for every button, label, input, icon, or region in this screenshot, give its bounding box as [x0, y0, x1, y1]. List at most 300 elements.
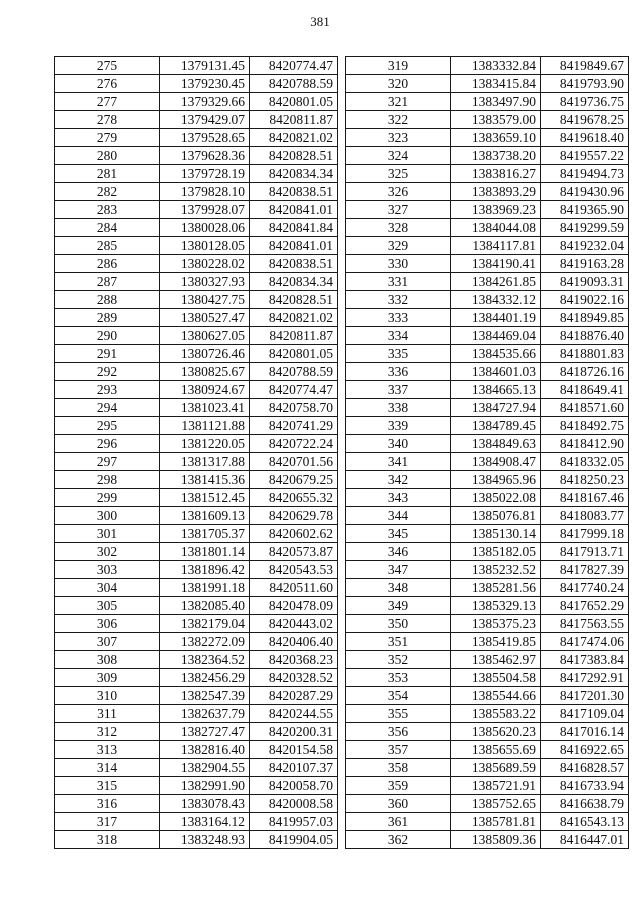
- point-number-cell: 291: [55, 345, 160, 363]
- x-coordinate-cell: 1384332.12: [451, 291, 541, 309]
- table-row: [55, 183, 338, 201]
- point-number-cell: 312: [55, 723, 160, 741]
- point-number-cell: 343: [346, 489, 451, 507]
- table-row: [55, 507, 338, 525]
- table-row: [346, 417, 629, 435]
- table-row: [346, 669, 629, 687]
- x-coordinate-cell: 1383659.10: [451, 129, 541, 147]
- y-coordinate-cell: 8420811.87: [250, 327, 338, 345]
- y-coordinate-cell: 8419494.73: [541, 165, 629, 183]
- x-coordinate-cell: 1383332.84: [451, 57, 541, 75]
- x-coordinate-cell: 1384469.04: [451, 327, 541, 345]
- y-coordinate-cell: 8420511.60: [250, 579, 338, 597]
- x-coordinate-cell: 1385655.69: [451, 741, 541, 759]
- point-number-cell: 327: [346, 201, 451, 219]
- x-coordinate-cell: 1383969.23: [451, 201, 541, 219]
- table-row: [346, 183, 629, 201]
- x-coordinate-cell: 1380327.93: [160, 273, 250, 291]
- x-coordinate-cell: 1379131.45: [160, 57, 250, 75]
- y-coordinate-cell: 8420655.32: [250, 489, 338, 507]
- table-row: [55, 777, 338, 795]
- y-coordinate-cell: 8416543.13: [541, 813, 629, 831]
- point-number-cell: 289: [55, 309, 160, 327]
- x-coordinate-cell: 1382904.55: [160, 759, 250, 777]
- point-number-cell: 335: [346, 345, 451, 363]
- table-row: [346, 399, 629, 417]
- table-row: [346, 471, 629, 489]
- y-coordinate-cell: 8419299.59: [541, 219, 629, 237]
- coordinates-table-right: [345, 56, 629, 849]
- table-row: [346, 381, 629, 399]
- table-row: [55, 669, 338, 687]
- y-coordinate-cell: 8418949.85: [541, 309, 629, 327]
- y-coordinate-cell: 8420478.09: [250, 597, 338, 615]
- y-coordinate-cell: 8418801.83: [541, 345, 629, 363]
- table-row: [55, 579, 338, 597]
- y-coordinate-cell: 8419163.28: [541, 255, 629, 273]
- table-row: [55, 453, 338, 471]
- x-coordinate-cell: 1380527.47: [160, 309, 250, 327]
- point-number-cell: 353: [346, 669, 451, 687]
- y-coordinate-cell: 8420834.34: [250, 165, 338, 183]
- point-number-cell: 313: [55, 741, 160, 759]
- x-coordinate-cell: 1385583.22: [451, 705, 541, 723]
- x-coordinate-cell: 1380825.67: [160, 363, 250, 381]
- table-row: [346, 543, 629, 561]
- table-row: [346, 561, 629, 579]
- y-coordinate-cell: 8420058.70: [250, 777, 338, 795]
- table-row: [55, 651, 338, 669]
- point-number-cell: 299: [55, 489, 160, 507]
- point-number-cell: 288: [55, 291, 160, 309]
- x-coordinate-cell: 1379230.45: [160, 75, 250, 93]
- table-row: [55, 489, 338, 507]
- point-number-cell: 281: [55, 165, 160, 183]
- y-coordinate-cell: 8418250.23: [541, 471, 629, 489]
- table-row: [55, 399, 338, 417]
- y-coordinate-cell: 8420788.59: [250, 363, 338, 381]
- x-coordinate-cell: 1385721.91: [451, 777, 541, 795]
- y-coordinate-cell: 8417652.29: [541, 597, 629, 615]
- x-coordinate-cell: 1383078.43: [160, 795, 250, 813]
- table-row: [55, 525, 338, 543]
- table-row: [55, 597, 338, 615]
- point-number-cell: 283: [55, 201, 160, 219]
- x-coordinate-cell: 1384789.45: [451, 417, 541, 435]
- table-row: [55, 417, 338, 435]
- y-coordinate-cell: 8419093.31: [541, 273, 629, 291]
- y-coordinate-cell: 8420801.05: [250, 93, 338, 111]
- table-row: [55, 381, 338, 399]
- point-number-cell: 358: [346, 759, 451, 777]
- table-row: [55, 813, 338, 831]
- y-coordinate-cell: 8420834.34: [250, 273, 338, 291]
- y-coordinate-cell: 8420406.40: [250, 633, 338, 651]
- x-coordinate-cell: 1382727.47: [160, 723, 250, 741]
- table-row: [55, 363, 338, 381]
- y-coordinate-cell: 8418726.16: [541, 363, 629, 381]
- table-row: [346, 579, 629, 597]
- point-number-cell: 328: [346, 219, 451, 237]
- x-coordinate-cell: 1382272.09: [160, 633, 250, 651]
- point-number-cell: 275: [55, 57, 160, 75]
- table-row: [55, 435, 338, 453]
- point-number-cell: 292: [55, 363, 160, 381]
- table-row: [346, 741, 629, 759]
- x-coordinate-cell: 1381609.13: [160, 507, 250, 525]
- point-number-cell: 325: [346, 165, 451, 183]
- x-coordinate-cell: 1385504.58: [451, 669, 541, 687]
- point-number-cell: 295: [55, 417, 160, 435]
- x-coordinate-cell: 1385232.52: [451, 561, 541, 579]
- table-row: [346, 723, 629, 741]
- x-coordinate-cell: 1385544.66: [451, 687, 541, 705]
- y-coordinate-cell: 8420573.87: [250, 543, 338, 561]
- point-number-cell: 323: [346, 129, 451, 147]
- point-number-cell: 347: [346, 561, 451, 579]
- point-number-cell: 304: [55, 579, 160, 597]
- y-coordinate-cell: 8419793.90: [541, 75, 629, 93]
- table-row: [346, 507, 629, 525]
- x-coordinate-cell: 1379429.07: [160, 111, 250, 129]
- table-row: [346, 453, 629, 471]
- table-row: [55, 255, 338, 273]
- x-coordinate-cell: 1381023.41: [160, 399, 250, 417]
- table-row: [346, 489, 629, 507]
- y-coordinate-cell: 8418492.75: [541, 417, 629, 435]
- x-coordinate-cell: 1385281.56: [451, 579, 541, 597]
- point-number-cell: 284: [55, 219, 160, 237]
- x-coordinate-cell: 1383497.90: [451, 93, 541, 111]
- y-coordinate-cell: 8417474.06: [541, 633, 629, 651]
- x-coordinate-cell: 1382991.90: [160, 777, 250, 795]
- table-row: [55, 345, 338, 363]
- x-coordinate-cell: 1381801.14: [160, 543, 250, 561]
- x-coordinate-cell: 1385462.97: [451, 651, 541, 669]
- point-number-cell: 300: [55, 507, 160, 525]
- y-coordinate-cell: 8419232.04: [541, 237, 629, 255]
- x-coordinate-cell: 1384190.41: [451, 255, 541, 273]
- table-row: [55, 327, 338, 345]
- y-coordinate-cell: 8419557.22: [541, 147, 629, 165]
- y-coordinate-cell: 8420443.02: [250, 615, 338, 633]
- y-coordinate-cell: 8420328.52: [250, 669, 338, 687]
- y-coordinate-cell: 8417016.14: [541, 723, 629, 741]
- y-coordinate-cell: 8418167.46: [541, 489, 629, 507]
- y-coordinate-cell: 8420008.58: [250, 795, 338, 813]
- point-number-cell: 333: [346, 309, 451, 327]
- y-coordinate-cell: 8420287.29: [250, 687, 338, 705]
- x-coordinate-cell: 1383248.93: [160, 831, 250, 849]
- point-number-cell: 302: [55, 543, 160, 561]
- table-row: [346, 291, 629, 309]
- table-row: [346, 93, 629, 111]
- table-row: [55, 543, 338, 561]
- y-coordinate-cell: 8416733.94: [541, 777, 629, 795]
- table-row: [346, 651, 629, 669]
- x-coordinate-cell: 1381512.45: [160, 489, 250, 507]
- x-coordinate-cell: 1384117.81: [451, 237, 541, 255]
- y-coordinate-cell: 8419957.03: [250, 813, 338, 831]
- point-number-cell: 301: [55, 525, 160, 543]
- table-row: [55, 687, 338, 705]
- x-coordinate-cell: 1385689.59: [451, 759, 541, 777]
- point-number-cell: 345: [346, 525, 451, 543]
- x-coordinate-cell: 1382364.52: [160, 651, 250, 669]
- y-coordinate-cell: 8418332.05: [541, 453, 629, 471]
- x-coordinate-cell: 1380427.75: [160, 291, 250, 309]
- point-number-cell: 307: [55, 633, 160, 651]
- y-coordinate-cell: 8420758.70: [250, 399, 338, 417]
- x-coordinate-cell: 1382456.29: [160, 669, 250, 687]
- x-coordinate-cell: 1384908.47: [451, 453, 541, 471]
- point-number-cell: 340: [346, 435, 451, 453]
- x-coordinate-cell: 1384601.03: [451, 363, 541, 381]
- y-coordinate-cell: 8420629.78: [250, 507, 338, 525]
- table-row: [346, 363, 629, 381]
- y-coordinate-cell: 8420774.47: [250, 381, 338, 399]
- table-row: [55, 831, 338, 849]
- table-row: [55, 471, 338, 489]
- y-coordinate-cell: 8417913.71: [541, 543, 629, 561]
- table-row: [55, 615, 338, 633]
- y-coordinate-cell: 8416638.79: [541, 795, 629, 813]
- y-coordinate-cell: 8420788.59: [250, 75, 338, 93]
- x-coordinate-cell: 1384401.19: [451, 309, 541, 327]
- point-number-cell: 320: [346, 75, 451, 93]
- y-coordinate-cell: 8420828.51: [250, 291, 338, 309]
- point-number-cell: 348: [346, 579, 451, 597]
- point-number-cell: 351: [346, 633, 451, 651]
- point-number-cell: 324: [346, 147, 451, 165]
- table-row: [55, 201, 338, 219]
- point-number-cell: 336: [346, 363, 451, 381]
- y-coordinate-cell: 8419022.16: [541, 291, 629, 309]
- table-row: [55, 147, 338, 165]
- table-row: [55, 741, 338, 759]
- table-row: [55, 57, 338, 75]
- point-number-cell: 310: [55, 687, 160, 705]
- y-coordinate-cell: 8420368.23: [250, 651, 338, 669]
- table-row: [346, 831, 629, 849]
- table-row: [346, 525, 629, 543]
- point-number-cell: 285: [55, 237, 160, 255]
- table-row: [346, 615, 629, 633]
- x-coordinate-cell: 1382547.39: [160, 687, 250, 705]
- y-coordinate-cell: 8416828.57: [541, 759, 629, 777]
- table-row: [346, 633, 629, 651]
- point-number-cell: 276: [55, 75, 160, 93]
- point-number-cell: 355: [346, 705, 451, 723]
- x-coordinate-cell: 1384261.85: [451, 273, 541, 291]
- x-coordinate-cell: 1383164.12: [160, 813, 250, 831]
- point-number-cell: 330: [346, 255, 451, 273]
- y-coordinate-cell: 8420828.51: [250, 147, 338, 165]
- point-number-cell: 306: [55, 615, 160, 633]
- table-row: [346, 111, 629, 129]
- table-row: [346, 435, 629, 453]
- coordinates-table-left: [54, 56, 338, 849]
- x-coordinate-cell: 1379728.19: [160, 165, 250, 183]
- table-row: [346, 147, 629, 165]
- point-number-cell: 361: [346, 813, 451, 831]
- x-coordinate-cell: 1385022.08: [451, 489, 541, 507]
- table-row: [55, 75, 338, 93]
- y-coordinate-cell: 8420701.56: [250, 453, 338, 471]
- x-coordinate-cell: 1384665.13: [451, 381, 541, 399]
- table-row: [346, 309, 629, 327]
- y-coordinate-cell: 8420821.02: [250, 129, 338, 147]
- table-row: [55, 93, 338, 111]
- point-number-cell: 287: [55, 273, 160, 291]
- y-coordinate-cell: 8419365.90: [541, 201, 629, 219]
- x-coordinate-cell: 1383415.84: [451, 75, 541, 93]
- point-number-cell: 360: [346, 795, 451, 813]
- x-coordinate-cell: 1385620.23: [451, 723, 541, 741]
- y-coordinate-cell: 8419736.75: [541, 93, 629, 111]
- y-coordinate-cell: 8420838.51: [250, 183, 338, 201]
- point-number-cell: 317: [55, 813, 160, 831]
- table-row: [55, 273, 338, 291]
- table-row: [346, 219, 629, 237]
- x-coordinate-cell: 1385130.14: [451, 525, 541, 543]
- point-number-cell: 346: [346, 543, 451, 561]
- x-coordinate-cell: 1385182.05: [451, 543, 541, 561]
- table-row: [346, 255, 629, 273]
- y-coordinate-cell: 8420679.25: [250, 471, 338, 489]
- point-number-cell: 294: [55, 399, 160, 417]
- point-number-cell: 321: [346, 93, 451, 111]
- y-coordinate-cell: 8420811.87: [250, 111, 338, 129]
- x-coordinate-cell: 1384535.66: [451, 345, 541, 363]
- point-number-cell: 314: [55, 759, 160, 777]
- point-number-cell: 279: [55, 129, 160, 147]
- x-coordinate-cell: 1379528.65: [160, 129, 250, 147]
- x-coordinate-cell: 1385781.81: [451, 813, 541, 831]
- y-coordinate-cell: 8420741.29: [250, 417, 338, 435]
- x-coordinate-cell: 1384965.96: [451, 471, 541, 489]
- x-coordinate-cell: 1380228.02: [160, 255, 250, 273]
- y-coordinate-cell: 8420154.58: [250, 741, 338, 759]
- x-coordinate-cell: 1380627.05: [160, 327, 250, 345]
- y-coordinate-cell: 8418083.77: [541, 507, 629, 525]
- point-number-cell: 278: [55, 111, 160, 129]
- page-number: 381: [310, 14, 330, 29]
- y-coordinate-cell: 8420107.37: [250, 759, 338, 777]
- x-coordinate-cell: 1382637.79: [160, 705, 250, 723]
- y-coordinate-cell: 8420841.84: [250, 219, 338, 237]
- y-coordinate-cell: 8417383.84: [541, 651, 629, 669]
- point-number-cell: 338: [346, 399, 451, 417]
- point-number-cell: 298: [55, 471, 160, 489]
- x-coordinate-cell: 1385076.81: [451, 507, 541, 525]
- table-row: [55, 291, 338, 309]
- point-number-cell: 322: [346, 111, 451, 129]
- y-coordinate-cell: 8420200.31: [250, 723, 338, 741]
- x-coordinate-cell: 1385329.13: [451, 597, 541, 615]
- x-coordinate-cell: 1383579.00: [451, 111, 541, 129]
- point-number-cell: 326: [346, 183, 451, 201]
- point-number-cell: 357: [346, 741, 451, 759]
- point-number-cell: 329: [346, 237, 451, 255]
- point-number-cell: 297: [55, 453, 160, 471]
- x-coordinate-cell: 1383893.29: [451, 183, 541, 201]
- table-row: [55, 165, 338, 183]
- table-row: [55, 633, 338, 651]
- point-number-cell: 339: [346, 417, 451, 435]
- table-row: [346, 273, 629, 291]
- point-number-cell: 350: [346, 615, 451, 633]
- x-coordinate-cell: 1381220.05: [160, 435, 250, 453]
- y-coordinate-cell: 8420801.05: [250, 345, 338, 363]
- point-number-cell: 331: [346, 273, 451, 291]
- point-number-cell: 354: [346, 687, 451, 705]
- table-row: [346, 201, 629, 219]
- y-coordinate-cell: 8420543.53: [250, 561, 338, 579]
- y-coordinate-cell: 8418649.41: [541, 381, 629, 399]
- point-number-cell: 308: [55, 651, 160, 669]
- point-number-cell: 277: [55, 93, 160, 111]
- x-coordinate-cell: 1385809.36: [451, 831, 541, 849]
- table-row: [55, 759, 338, 777]
- table-row: [55, 111, 338, 129]
- y-coordinate-cell: 8417292.91: [541, 669, 629, 687]
- x-coordinate-cell: 1379329.66: [160, 93, 250, 111]
- y-coordinate-cell: 8420774.47: [250, 57, 338, 75]
- x-coordinate-cell: 1384727.94: [451, 399, 541, 417]
- point-number-cell: 344: [346, 507, 451, 525]
- y-coordinate-cell: 8417201.30: [541, 687, 629, 705]
- table-row: [346, 165, 629, 183]
- table-row: [55, 219, 338, 237]
- y-coordinate-cell: 8417563.55: [541, 615, 629, 633]
- x-coordinate-cell: 1385752.65: [451, 795, 541, 813]
- x-coordinate-cell: 1384044.08: [451, 219, 541, 237]
- table-row: [55, 561, 338, 579]
- point-number-cell: 349: [346, 597, 451, 615]
- table-row: [346, 687, 629, 705]
- point-number-cell: 342: [346, 471, 451, 489]
- point-number-cell: 309: [55, 669, 160, 687]
- y-coordinate-cell: 8419618.40: [541, 129, 629, 147]
- x-coordinate-cell: 1382085.40: [160, 597, 250, 615]
- x-coordinate-cell: 1381317.88: [160, 453, 250, 471]
- point-number-cell: 334: [346, 327, 451, 345]
- table-row: [346, 795, 629, 813]
- x-coordinate-cell: 1379628.36: [160, 147, 250, 165]
- table-row: [346, 597, 629, 615]
- point-number-cell: 332: [346, 291, 451, 309]
- table-row: [55, 723, 338, 741]
- point-number-cell: 318: [55, 831, 160, 849]
- y-coordinate-cell: 8420841.01: [250, 201, 338, 219]
- table-row: [346, 813, 629, 831]
- y-coordinate-cell: 8420838.51: [250, 255, 338, 273]
- table-row: [346, 237, 629, 255]
- table-row: [55, 795, 338, 813]
- y-coordinate-cell: 8418876.40: [541, 327, 629, 345]
- y-coordinate-cell: 8418412.90: [541, 435, 629, 453]
- table-row: [55, 237, 338, 255]
- table-row: [55, 309, 338, 327]
- point-number-cell: 356: [346, 723, 451, 741]
- point-number-cell: 305: [55, 597, 160, 615]
- point-number-cell: 311: [55, 705, 160, 723]
- table-row: [55, 705, 338, 723]
- point-number-cell: 352: [346, 651, 451, 669]
- y-coordinate-cell: 8417999.18: [541, 525, 629, 543]
- x-coordinate-cell: 1382816.40: [160, 741, 250, 759]
